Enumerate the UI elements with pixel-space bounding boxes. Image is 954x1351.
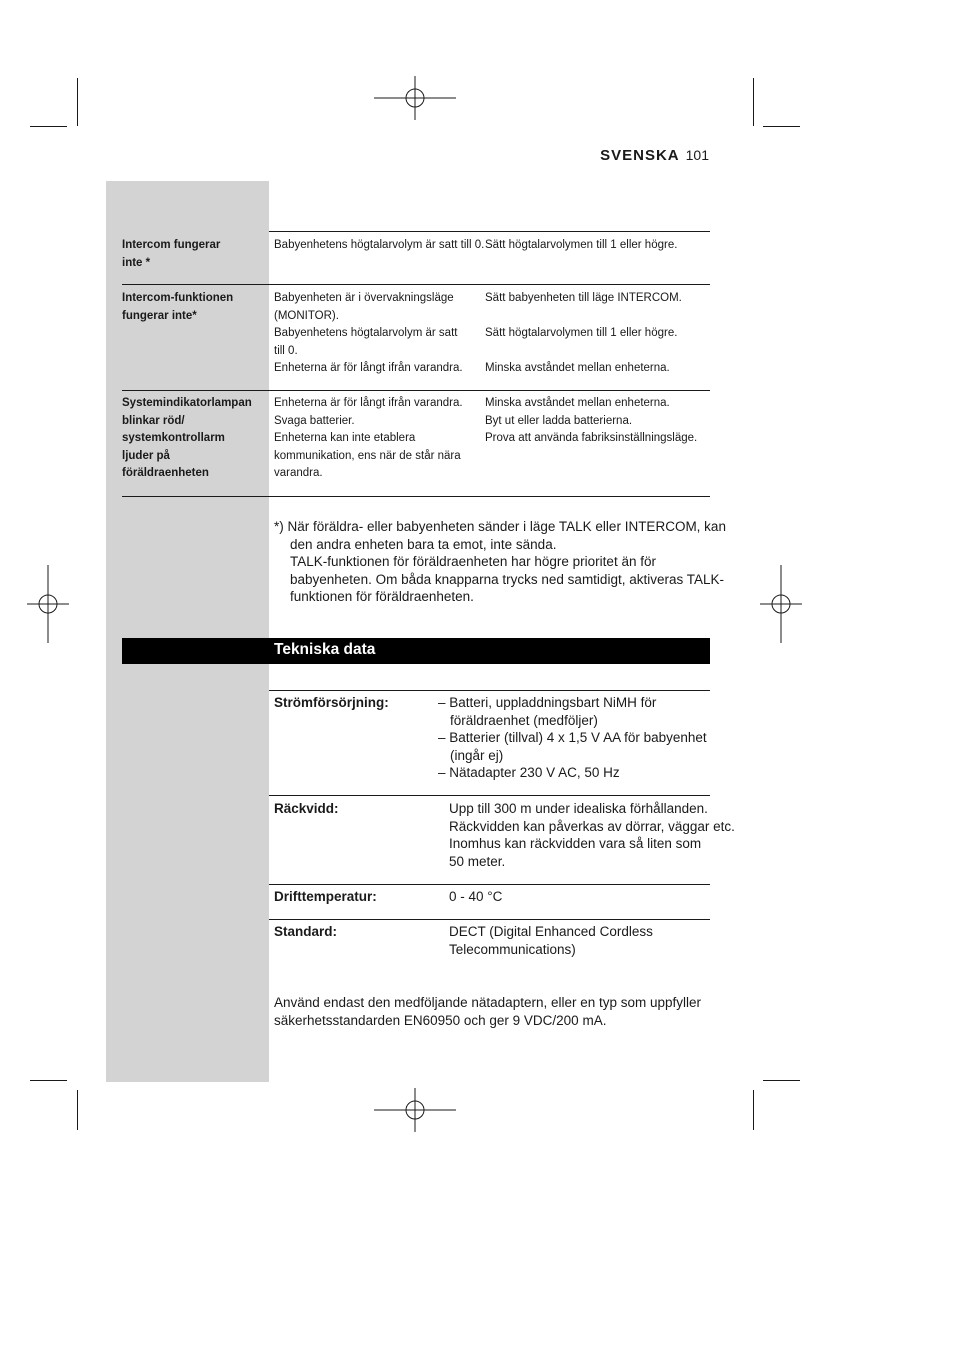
footer-note: Använd endast den medföljande nätadaptern, eller en typ som uppfyller säkerhetsstandarden EN60950 och ger 9 VDC/200 mA. (274, 995, 702, 1028)
crop-mark (763, 126, 800, 127)
crop-mark (77, 1090, 78, 1130)
spec-value: 0 - 40 °C (449, 889, 503, 904)
spec-value: – Batteri, uppladdningsbart NiMH för föräldraenhet (medföljer) – Batterier (tillval) 4 x 1,5 V AA för babyenhet (ingår ej) – Nätadapter 230 V AC, 50 Hz (438, 695, 707, 781)
table-rule (122, 496, 710, 497)
section-title: Tekniska data (274, 641, 376, 658)
registration-mark-icon (374, 1088, 456, 1132)
table-row-problem: Intercom fungerar inte * (122, 239, 221, 269)
table-row-remedy: Minska avståndet mellan enheterna. Byt ut eller ladda batterierna. Prova att använda fabriksinställningsläge. (485, 397, 698, 445)
spec-value: DECT (Digital Enhanced Cordless Telecommunications) (449, 924, 653, 957)
crop-mark (30, 1080, 67, 1081)
page-number: 101 (685, 147, 709, 163)
spec-rule (269, 795, 710, 796)
spec-label: Standard: (274, 924, 338, 939)
crop-mark (30, 126, 67, 127)
registration-mark-icon (27, 565, 69, 643)
language-label: SVENSKA (600, 147, 680, 164)
footnote: *) När föräldra- eller babyenheten sänder i läge TALK eller INTERCOM, kan den andra enheten bara ta emot, inte sända. TALK-funktionen för föräldraenheten har högre prioritet än för babyenheten. Om båda knapparna trycks ned samtidigt, aktiveras TALK- funktionen för föräldraenheten. (274, 519, 726, 605)
table-rule (122, 284, 710, 285)
registration-mark-icon (374, 76, 456, 120)
table-row-remedy: Sätt babyenheten till läge INTERCOM. Sätt högtalarvolymen till 1 eller högre. Minska avståndet mellan enheterna. (485, 292, 682, 375)
page-header (600, 147, 709, 164)
table-rule (122, 390, 710, 391)
registration-mark-icon (760, 565, 802, 643)
spec-label: Drifttemperatur: (274, 889, 377, 904)
spec-value: Upp till 300 m under idealiska förhållanden. Räckvidden kan påverkas av dörrar, väggar etc. Inomhus kan räckvidden vara så liten som 50 meter. (449, 801, 735, 869)
crop-mark (753, 1090, 754, 1130)
crop-mark (763, 1080, 800, 1081)
spec-rule (269, 690, 710, 691)
spec-label: Räckvidd: (274, 801, 339, 816)
table-row-cause: Babyenhetens högtalarvolym är satt till 0. (274, 239, 485, 251)
table-row-cause: Enheterna är för långt ifrån varandra. Svaga batterier. Enheterna kan inte etablera kommunikation, ens när de står nära varandra. (274, 397, 463, 480)
table-rule (269, 231, 710, 232)
table-row-problem: Intercom-funktionen fungerar inte* (122, 292, 234, 322)
table-row-remedy: Sätt högtalarvolymen till 1 eller högre. (485, 239, 678, 251)
crop-mark (753, 78, 754, 126)
crop-mark (77, 78, 78, 126)
spec-rule (269, 919, 710, 920)
table-row-cause: Babyenheten är i övervakningsläge (MONITOR). Babyenhetens högtalarvolym är satt till 0. Enheterna är för långt ifrån varandra. (274, 292, 463, 375)
table-row-problem: Systemindikatorlampan blinkar röd/ systemkontrollarm ljuder på föräldraenheten (122, 397, 252, 480)
spec-label: Strömförsörjning: (274, 695, 389, 710)
section-heading-bar (122, 638, 710, 664)
spec-rule (269, 884, 710, 885)
